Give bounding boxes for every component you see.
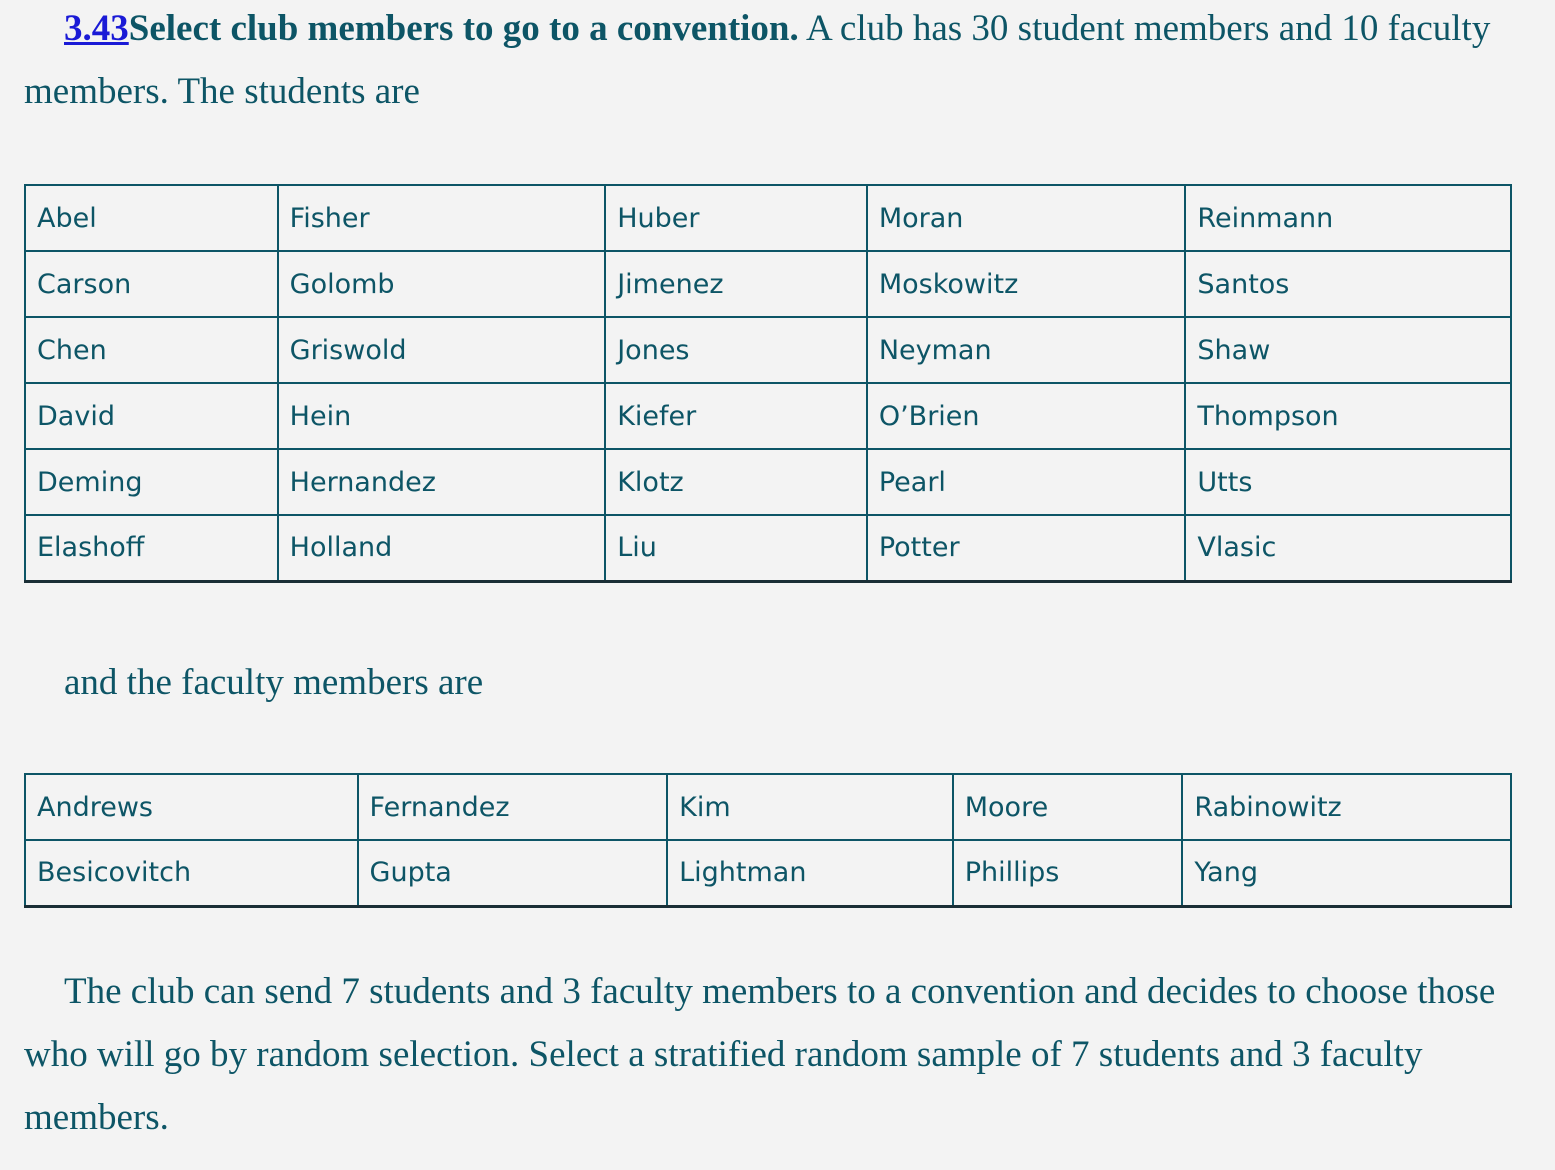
exercise-closing <box>24 960 1514 1149</box>
students-table <box>24 184 1512 583</box>
student-name-cell: Elashoff <box>25 515 278 581</box>
faculty-name-cell: Phillips <box>953 840 1183 906</box>
student-name-cell: Vlasic <box>1185 515 1511 581</box>
student-name-cell: Liu <box>605 515 867 581</box>
student-name-cell: Deming <box>25 449 278 515</box>
faculty-name-cell: Andrews <box>25 774 358 840</box>
faculty-name-cell: Gupta <box>358 840 668 906</box>
student-name-cell: Jimenez <box>605 251 867 317</box>
closing-text: The club can send 7 students and 3 faculty members to a convention and decides to choose those who will go by random selection. Select a stratified random sample of 7 students and 3 faculty members. <box>24 971 1496 1138</box>
intro-text: A club has 30 student members and 10 faculty members. The students are <box>24 8 1491 112</box>
student-name-cell: Fisher <box>278 185 606 251</box>
faculty-name-cell: Lightman <box>667 840 953 906</box>
exercise-number-link[interactable]: 3.43 <box>64 8 129 49</box>
exercise-title: Select club members to go to a convention. <box>128 8 799 49</box>
faculty-table <box>24 773 1512 908</box>
student-name-cell: Carson <box>25 251 278 317</box>
faculty-name-cell: Kim <box>667 774 953 840</box>
student-name-cell: Thompson <box>1185 383 1511 449</box>
faculty-name-cell: Rabinowitz <box>1182 774 1511 840</box>
faculty-name-cell: Moore <box>953 774 1183 840</box>
student-name-cell: Moran <box>867 185 1186 251</box>
student-name-cell: David <box>25 383 278 449</box>
student-name-cell: Pearl <box>867 449 1186 515</box>
student-name-cell: Holland <box>278 515 606 581</box>
student-name-cell: Reinmann <box>1185 185 1511 251</box>
student-name-cell: Hein <box>278 383 606 449</box>
faculty-name-cell: Fernandez <box>358 774 668 840</box>
table-row <box>25 449 1511 515</box>
student-name-cell: Potter <box>867 515 1186 581</box>
student-name-cell: Griswold <box>278 317 606 383</box>
table-row <box>25 185 1511 251</box>
table-row <box>25 317 1511 383</box>
table-row <box>25 515 1511 581</box>
table-row <box>25 774 1511 840</box>
student-name-cell: Kiefer <box>605 383 867 449</box>
table-row <box>25 251 1511 317</box>
student-name-cell: Abel <box>25 185 278 251</box>
student-name-cell: Santos <box>1185 251 1511 317</box>
student-name-cell: Neyman <box>867 317 1186 383</box>
table-row <box>25 840 1511 906</box>
student-name-cell: Huber <box>605 185 867 251</box>
exercise-intro <box>24 0 1514 123</box>
student-name-cell: Hernandez <box>278 449 606 515</box>
table-row <box>25 383 1511 449</box>
faculty-name-cell: Yang <box>1182 840 1511 906</box>
student-name-cell: O’Brien <box>867 383 1186 449</box>
student-name-cell: Jones <box>605 317 867 383</box>
student-name-cell: Utts <box>1185 449 1511 515</box>
student-name-cell: Moskowitz <box>867 251 1186 317</box>
student-name-cell: Shaw <box>1185 317 1511 383</box>
faculty-intro-text: and the faculty members are <box>64 662 484 703</box>
student-name-cell: Golomb <box>278 251 606 317</box>
faculty-name-cell: Besicovitch <box>25 840 358 906</box>
student-name-cell: Klotz <box>605 449 867 515</box>
student-name-cell: Chen <box>25 317 278 383</box>
